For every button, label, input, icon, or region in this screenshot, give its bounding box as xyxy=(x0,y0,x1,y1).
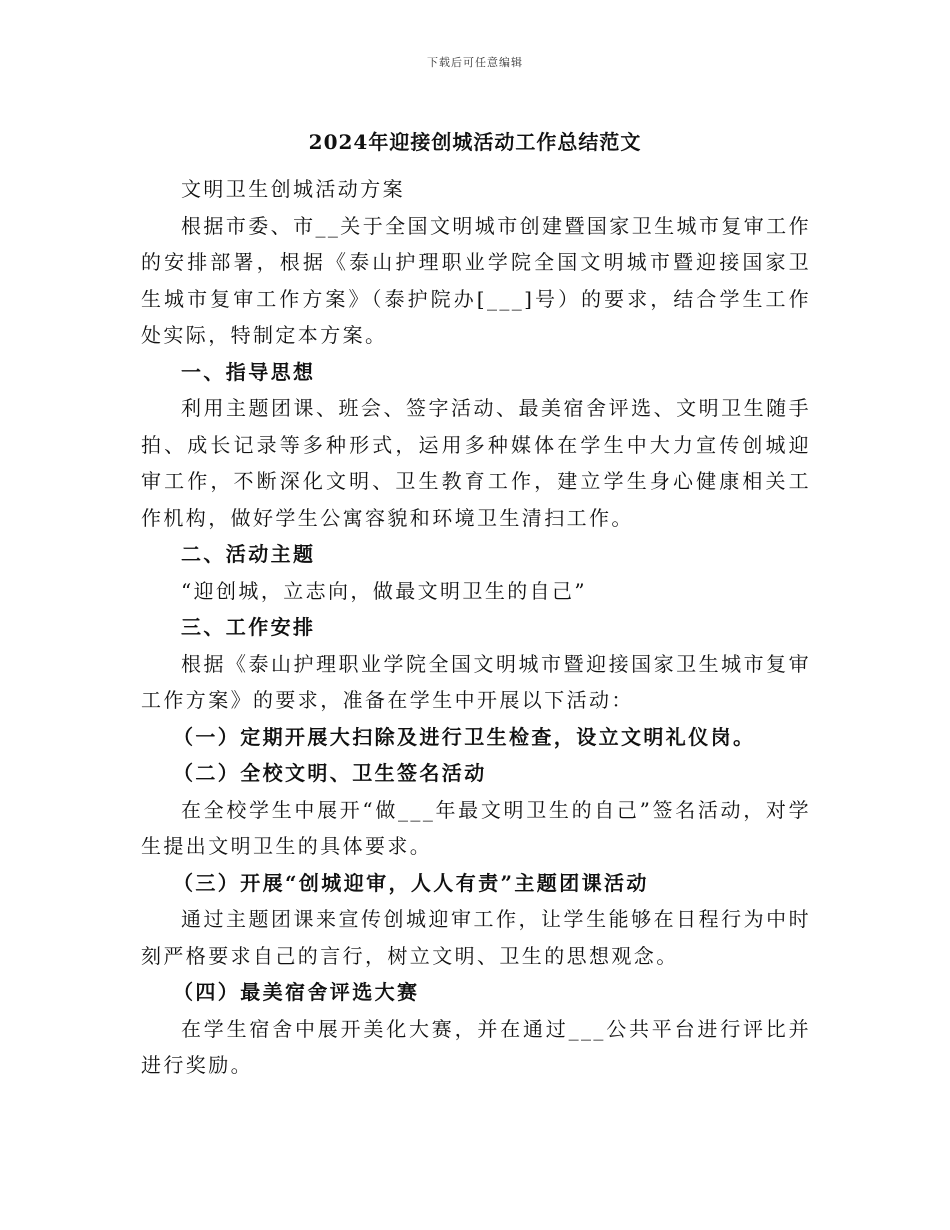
page-header-note: 下载后可任意编辑 xyxy=(427,56,523,69)
item-heading-cleaning: （一）定期开展大扫除及进行卫生检查，设立文明礼仪岗。 xyxy=(173,724,756,749)
item-body-dorm-contest: 在学生宿舍中展开美化大赛，并在通过___公共平台进行评比并进行奖励。 xyxy=(141,1016,811,1077)
section-body-work-arrangement: 根据《泰山护理职业学院全国文明城市暨迎接国家卫生城市复审工作方案》的要求，准备在学生中开展以下活动： xyxy=(141,651,811,712)
item-heading-dorm-contest: （四）最美宿舍评选大赛 xyxy=(173,980,420,1004)
item-heading-league-class: （三）开展“创城迎审，人人有责”主题团课活动 xyxy=(173,870,649,895)
item-heading-signature: （二）全校文明、卫生签名活动 xyxy=(173,761,487,785)
document-body xyxy=(141,171,811,1084)
document-title: 2024年迎接创城活动工作总结范文 xyxy=(308,130,642,154)
document-subtitle: 文明卫生创城活动方案 xyxy=(181,177,405,201)
section-body-guiding-ideology: 利用主题团课、班会、签字活动、最美宿舍评选、文明卫生随手拍、成长记录等多种形式，运用多种媒体在学生中大力宣传创城迎审工作，不断深化文明、卫生教育工作，建立学生身心健康相关工作机构，做好学生公寓容貌和环境卫生清扫工作。 xyxy=(141,396,811,530)
item-body-signature: 在全校学生中展开“做___年最文明卫生的自己”签名活动，对学生提出文明卫生的具体要求。 xyxy=(141,797,811,858)
section-body-activity-theme: “迎创城，立志向，做最文明卫生的自己” xyxy=(181,578,588,603)
section-heading-work-arrangement: 三、工作安排 xyxy=(181,615,316,639)
item-body-league-class: 通过主题团课来宣传创城迎审工作，让学生能够在日程行为中时刻严格要求自己的言行，树立文明、卫生的思想观念。 xyxy=(141,907,811,968)
section-heading-activity-theme: 二、活动主题 xyxy=(181,542,316,566)
intro-paragraph: 根据市委、市__关于全国文明城市创建暨国家卫生城市复审工作的安排部署，根据《泰山护理职业学院全国文明城市暨迎接国家卫生城市复审工作方案》（泰护院办[___]号）的要求，结合学生工作处实际，特制定本方案。 xyxy=(141,213,811,347)
section-heading-guiding-ideology: 一、指导思想 xyxy=(181,359,316,384)
